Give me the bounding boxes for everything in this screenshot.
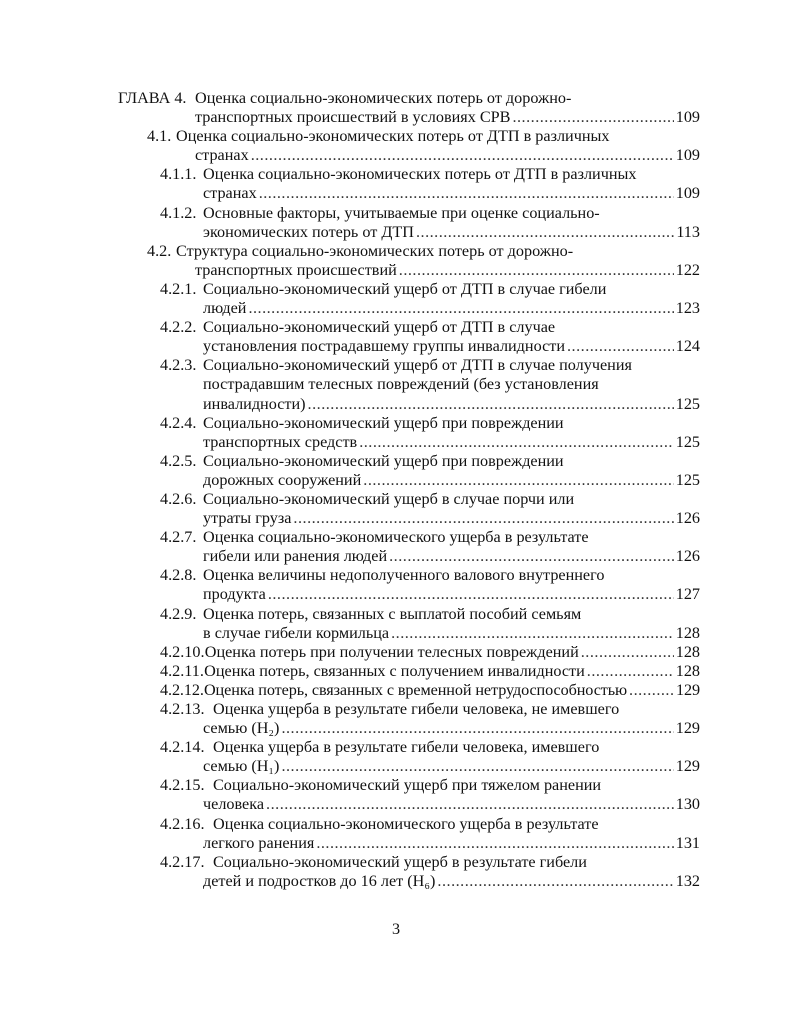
toc-entry-4-2-13 — [0, 700, 792, 738]
toc-entry-number: 4.2.6. — [160, 489, 197, 508]
toc-page-number: 126 — [675, 547, 700, 566]
toc-entry-title-line: людей — [203, 299, 247, 318]
toc-page-number: 125 — [675, 394, 700, 413]
toc-entry-title-line: инвалидности) — [203, 394, 306, 413]
toc-entry-title-line: Основные факторы, учитываемые при оценке социально- — [203, 203, 600, 222]
toc-entry-title-line: пострадавшим телесных повреждений (без установления — [203, 375, 599, 394]
toc-entry-4-2-3 — [0, 356, 792, 413]
toc-entry-4-2-1 — [0, 280, 792, 318]
toc-entry-number: 4.2.13. — [160, 700, 205, 719]
toc-entry-title-line: Социально-экономический ущерб в случае порчи или — [203, 489, 575, 508]
toc-entry-4-1 — [0, 127, 792, 165]
toc-entry-4-1-2 — [0, 204, 792, 242]
leader-dots — [399, 261, 674, 280]
toc-entry-4-2-14 — [0, 738, 792, 776]
toc-entry-title-line: Оценка ущерба в результате гибели человека, не имевшего — [213, 700, 620, 719]
toc-entry-title-line: Социально-экономический ущерб в результате гибели — [213, 852, 587, 871]
toc-entry-number: 4.2.3. — [160, 356, 197, 375]
toc-entry-title-line: Социально-экономический ущерб при повреждении — [203, 451, 564, 470]
toc-entry-title-line: семью (H₂) — [203, 719, 280, 738]
toc-entry-title-line: Социально-экономический ущерб при тяжелом ранении — [213, 776, 602, 795]
toc-page-number: 109 — [675, 146, 700, 165]
leader-dots — [268, 585, 674, 604]
toc-page-number: 128 — [675, 642, 700, 661]
toc-entry-4-2 — [0, 242, 792, 280]
toc-page-number: 128 — [675, 661, 700, 680]
leader-dots — [308, 395, 674, 414]
toc-entry-title-line: транспортных происшествий — [195, 260, 397, 279]
toc-entry-title-line: утраты груза — [203, 509, 292, 528]
toc-page-number: 125 — [675, 432, 700, 451]
toc-page-number: 130 — [675, 795, 700, 814]
toc-page-number: 132 — [675, 871, 700, 890]
toc-page-number: 128 — [675, 623, 700, 642]
toc-entry-title-line: Социально-экономический ущерб от ДТП в случае получения — [203, 356, 632, 375]
toc-entry-title-line: Оценка социально-экономических потерь от ДТП в различных — [176, 127, 610, 146]
toc-entry-number: ГЛАВА 4. — [118, 89, 187, 107]
toc-entry-number: 4.2.5. — [160, 451, 197, 470]
toc-entry-title-line: Оценка ущерба в результате гибели человека, имевшего — [213, 738, 600, 757]
toc-entry-number: 4.2.15. — [160, 776, 205, 795]
toc-entry-4-2-2 — [0, 318, 792, 356]
toc-entry-title-line: Оценка величины недополученного валового внутреннего — [203, 566, 605, 585]
toc-entry-title-line: транспортных происшествий в условиях СРВ — [195, 108, 511, 127]
toc-entry-title-line: детей и подростков до 16 лет (H₆) — [203, 871, 436, 890]
toc-entry-title-line: Социально-экономический ущерб при повреждении — [203, 413, 564, 432]
toc-page-number: 109 — [675, 184, 700, 203]
toc-page-number: 131 — [675, 833, 700, 852]
toc-entry-title-line: Оценка социально-экономических потерь от ДТП в различных — [203, 165, 637, 184]
toc-entry-number: 4.2.4. — [160, 413, 197, 432]
leader-dots — [389, 547, 674, 566]
leader-dots — [629, 681, 674, 700]
toc-entry-title-line: продукта — [203, 585, 266, 604]
leader-dots — [391, 624, 674, 643]
toc-entry-title-line: дорожных сооружений — [203, 470, 362, 489]
toc-entry-chapter-4 — [0, 89, 792, 127]
toc-entry-title-line: Оценка социально-экономического ущерба в результате — [203, 528, 589, 547]
toc-entry-number: 4.1.1. — [160, 165, 197, 184]
toc-entry-title-line: человека — [203, 795, 265, 814]
toc-page-number: 123 — [675, 299, 700, 318]
toc-entry-4-2-15 — [0, 776, 792, 814]
leader-dots — [567, 337, 674, 356]
toc-entry-title-line: странах — [195, 146, 249, 165]
leader-dots — [359, 433, 674, 452]
toc-entry-number: 4.1.2. — [160, 203, 197, 222]
leader-dots — [437, 872, 673, 891]
leader-dots — [266, 795, 674, 814]
toc-entry-4-2-12 — [0, 681, 792, 700]
toc-entry-title-line: Оценка потерь при получении телесных повреждений — [204, 642, 579, 661]
toc-entry-number: 4.2.1. — [160, 279, 197, 298]
leader-dots — [259, 184, 674, 203]
toc-entry-number: 4.2.11. — [160, 661, 204, 680]
toc-entry-title-line: странах — [203, 184, 257, 203]
toc-entry-number: 4.1. — [147, 127, 172, 146]
toc-entry-number: 4.2.10. — [160, 642, 205, 661]
toc-entry-4-2-6 — [0, 490, 792, 528]
toc-entry-title-line: Оценка социально-экономического ущерба в результате — [213, 814, 599, 833]
toc-entry-title-line: Оценка потерь, связанных с выплатой пособий семьям — [203, 604, 582, 623]
toc-page-number: 129 — [675, 719, 700, 738]
leader-dots — [512, 108, 673, 127]
toc-entry-title-line: установления пострадавшему группы инвалидности — [203, 337, 565, 356]
toc-entry-title-line: в случае гибели кормильца — [203, 623, 390, 642]
toc-page-number: 124 — [675, 337, 700, 356]
toc-page-number: 129 — [676, 680, 700, 699]
leader-dots — [581, 643, 674, 662]
toc-entry-4-2-11 — [0, 662, 792, 681]
toc-page-number: 113 — [676, 222, 700, 241]
leader-dots — [587, 662, 674, 681]
toc-page-number: 126 — [675, 509, 700, 528]
leader-dots — [248, 299, 673, 318]
toc-entry-4-2-17 — [0, 853, 792, 891]
table-of-contents — [0, 89, 792, 891]
toc-entry-4-2-5 — [0, 452, 792, 490]
toc-entry-title-line: семью (H₁) — [203, 757, 280, 776]
leader-dots — [281, 757, 673, 776]
toc-entry-number: 4.2.9. — [160, 604, 197, 623]
toc-entry-4-2-16 — [0, 815, 792, 853]
page-number: 3 — [391, 920, 401, 938]
toc-entry-4-2-9 — [0, 605, 792, 643]
toc-entry-number: 4.2. — [147, 241, 172, 260]
toc-page-number: 109 — [675, 108, 700, 127]
toc-entry-title-line: Оценка потерь, связанных с получением инвалидности — [204, 661, 585, 680]
toc-entry-number: 4.2.16. — [160, 814, 205, 833]
toc-entry-number: 4.2.14. — [160, 738, 205, 757]
leader-dots — [281, 719, 673, 738]
toc-entry-number: 4.2.8. — [160, 566, 197, 585]
toc-page-number: 129 — [675, 757, 700, 776]
leader-dots — [316, 834, 673, 853]
toc-entry-title-line: Социально-экономический ущерб от ДТП в случае гибели — [203, 279, 607, 298]
toc-page-number: 125 — [675, 470, 700, 489]
leader-dots — [416, 223, 674, 242]
toc-entry-title-line: Структура социально-экономических потерь от дорожно- — [176, 241, 574, 260]
toc-entry-title-line: гибели или ранения людей — [203, 547, 388, 566]
toc-entry-title-line: Социально-экономический ущерб от ДТП в случае — [203, 318, 556, 337]
leader-dots — [293, 509, 673, 528]
toc-entry-title-line: экономических потерь от ДТП — [203, 222, 414, 241]
toc-entry-title-line: транспортных средств — [203, 432, 358, 451]
toc-page-number: 127 — [675, 585, 700, 604]
toc-entry-4-2-8 — [0, 566, 792, 604]
leader-dots — [363, 471, 673, 490]
toc-entry-title-line: Оценка социально-экономических потерь от дорожно- — [195, 89, 572, 107]
leader-dots — [251, 146, 674, 165]
toc-entry-title-line: Оценка потерь, связанных с временной нетрудоспособностью — [203, 680, 628, 699]
toc-page-number: 122 — [675, 260, 700, 279]
toc-entry-number: 4.2.2. — [160, 318, 197, 337]
toc-entry-number: 4.2.7. — [160, 528, 197, 547]
toc-entry-4-2-7 — [0, 528, 792, 566]
toc-entry-4-2-10 — [0, 643, 792, 662]
toc-entry-4-2-4 — [0, 414, 792, 452]
toc-entry-title-line: легкого ранения — [203, 833, 315, 852]
toc-entry-number: 4.2.17. — [160, 852, 205, 871]
toc-entry-number: 4.2.12. — [160, 680, 204, 699]
toc-entry-4-1-1 — [0, 165, 792, 203]
